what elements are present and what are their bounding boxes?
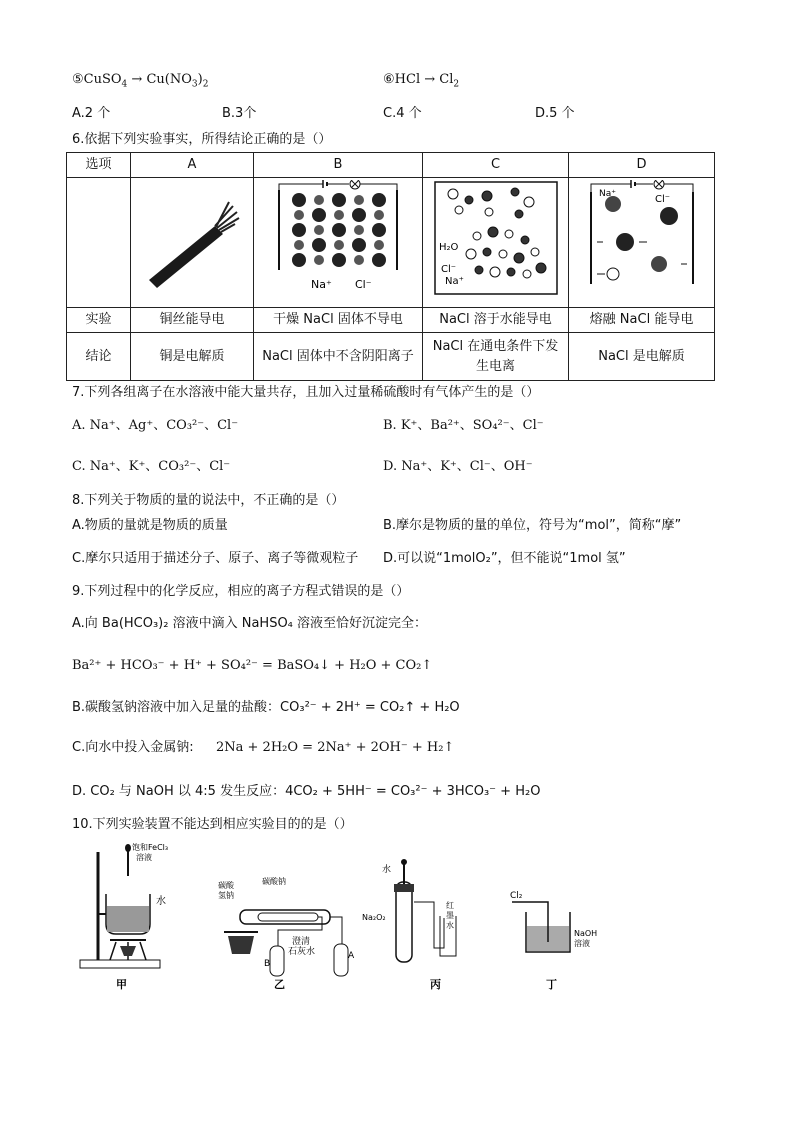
dry-nacl-figure xyxy=(263,180,413,298)
label-bing: 丙 xyxy=(430,978,441,991)
lattice-ion xyxy=(354,225,364,235)
solution-ion xyxy=(483,248,491,256)
figure-a-cell xyxy=(131,178,254,308)
lattice-ion xyxy=(292,253,306,267)
q9-stem: 9.下列过程中的化学反应，相应的离子方程式错误的是（） xyxy=(72,584,410,599)
svg-text:饱和FeCl₃: 饱和FeCl₃ xyxy=(132,843,169,852)
apparatus-jia xyxy=(70,842,190,992)
table-row-figures xyxy=(67,178,715,308)
svg-text:Cl⁻: Cl⁻ xyxy=(355,278,372,291)
q7-option-a: A. Na⁺、Ag⁺、CO₃²⁻、Cl⁻ xyxy=(72,418,239,433)
svg-text:Cl⁻: Cl⁻ xyxy=(440,264,456,275)
q9-option-a-text: A.向 Ba(HCO₃)₂ 溶液中滴入 NaHSO₄ 溶液至恰好沉淀完全： xyxy=(72,616,428,631)
svg-text:NaOH: NaOH xyxy=(574,929,598,938)
molten-nacl-figure xyxy=(577,180,707,298)
lattice-ion xyxy=(312,238,326,252)
svg-text:水: 水 xyxy=(446,921,454,930)
lattice-ion xyxy=(292,223,306,237)
svg-text:碳酸钠: 碳酸钠 xyxy=(262,877,286,886)
solution-ion xyxy=(485,208,493,216)
lattice-ion xyxy=(354,255,364,265)
svg-text:碳酸: 碳酸 xyxy=(218,881,234,890)
label-jia: 甲 xyxy=(116,978,127,991)
svg-text:Na⁺: Na⁺ xyxy=(311,278,332,291)
q8-option-c: C.摩尔只适用于描述分子、原子、离子等微观粒子 xyxy=(72,551,359,566)
q7-option-b: B. K⁺、Ba²⁺、SO₄²⁻、Cl⁻ xyxy=(383,418,544,433)
lattice-ion xyxy=(372,193,386,207)
item-5: ⑤CuSO$_4$ → $Cu(NO_3)_2$ xyxy=(72,72,209,90)
table-header-row xyxy=(67,153,715,178)
q9-option-b: B.碳酸氢钠溶液中加入足量的盐酸：CO₃²⁻ + 2H⁺ = CO₂↑ + H₂O xyxy=(72,700,460,715)
apparatus-ding xyxy=(508,890,608,992)
q8-option-d: D.可以说“1molO₂”，但不能说“1mol 氢” xyxy=(383,551,626,566)
lattice-ion xyxy=(372,223,386,237)
q9-option-a-equation: Ba²⁺ + HCO₃⁻ + H⁺ + SO₄²⁻ = BaSO₄↓ + H₂O + CO₂↑ xyxy=(72,658,433,673)
svg-text:H₂O: H₂O xyxy=(438,242,458,253)
solution-ion xyxy=(514,253,524,263)
svg-text:Na⁺: Na⁺ xyxy=(444,276,464,287)
svg-text:Cl₂: Cl₂ xyxy=(510,891,523,901)
lattice-ion xyxy=(374,240,384,250)
lattice-ion xyxy=(332,193,346,207)
svg-text:红: 红 xyxy=(446,901,454,910)
copper-wire-figure xyxy=(137,184,247,294)
lattice-ion xyxy=(314,225,324,235)
solution-ion xyxy=(521,236,529,244)
q8-option-b: B.摩尔是物质的量的单位，符号为“mol”，简称“摩” xyxy=(383,518,682,533)
svg-text:溶液: 溶液 xyxy=(574,939,590,948)
solution-ion xyxy=(515,210,523,218)
solution-ion xyxy=(465,196,473,204)
svg-text:澄清: 澄清 xyxy=(292,937,311,947)
lattice-ion xyxy=(374,210,384,220)
solution-ion xyxy=(531,248,539,256)
lattice-ion xyxy=(314,195,324,205)
q9-option-d: D. CO₂ 与 NaOH 以 4:5 发生反应：4CO₂ + 5HH⁻ = CO₃²⁻ + 3HCO₃⁻ + H₂O xyxy=(72,784,541,799)
label-yi: 乙 xyxy=(274,978,285,991)
solution-ion xyxy=(523,270,531,278)
solution-ion xyxy=(475,266,483,274)
lattice-ion xyxy=(354,195,364,205)
lattice-ion xyxy=(352,208,366,222)
svg-text:溶液: 溶液 xyxy=(136,853,152,862)
solution-ion xyxy=(524,197,534,207)
solution-ion xyxy=(455,206,463,214)
lattice-ion xyxy=(372,253,386,267)
apparatus-yi xyxy=(218,870,358,992)
q8-option-a: A.物质的量就是物质的质量 xyxy=(72,518,228,533)
header-b: B xyxy=(254,153,423,178)
svg-text:Na₂O₂: Na₂O₂ xyxy=(362,913,386,922)
option-d: D.5 个 xyxy=(535,106,575,121)
table-row-experiment: 实验 铜丝能导电 干燥 NaCl 固体不导电 NaCl 溶于水能导电 熔融 NaCl 能导电 xyxy=(67,308,715,333)
solution-ion xyxy=(488,227,498,237)
solution-ion xyxy=(536,263,546,273)
lattice-ion xyxy=(294,240,304,250)
solution-ion xyxy=(507,268,515,276)
svg-text:水: 水 xyxy=(382,865,392,875)
lattice-ion xyxy=(314,255,324,265)
svg-text:Na⁺: Na⁺ xyxy=(598,189,616,199)
lattice-ion xyxy=(332,253,346,267)
header-a: A xyxy=(131,153,254,178)
solution-ion xyxy=(466,249,476,259)
header-c: C xyxy=(423,153,569,178)
svg-text:水: 水 xyxy=(156,896,166,907)
figure-d-cell xyxy=(569,178,715,308)
solution-ion xyxy=(482,191,492,201)
table-row-conclusion: 结论 铜是电解质 NaCl 固体中不含阴阳离子 NaCl 在通电条件下发生电离 NaCl 是电解质 xyxy=(67,333,715,381)
q7-option-d: D. Na⁺、K⁺、Cl⁻、OH⁻ xyxy=(383,459,533,474)
nacl-solution-figure xyxy=(431,180,561,298)
apparatus-bing xyxy=(360,858,470,992)
lattice-ion xyxy=(292,193,306,207)
q7-option-c: C. Na⁺、K⁺、CO₃²⁻、Cl⁻ xyxy=(72,459,231,474)
header-d: D xyxy=(569,153,715,178)
q6-stem: 6.依据下列实验事实，所得结论正确的是（） xyxy=(72,132,332,147)
q6-table xyxy=(66,152,715,381)
ion-lattice xyxy=(292,193,386,267)
solution-ion xyxy=(511,188,519,196)
wire-insulation xyxy=(149,226,223,288)
option-a: A.2 个 xyxy=(72,106,111,121)
svg-text:墨: 墨 xyxy=(446,911,454,920)
wire-strands xyxy=(215,202,239,232)
figure-c-cell xyxy=(423,178,569,308)
lattice-ion xyxy=(334,210,344,220)
option-c: C.4 个 xyxy=(383,106,422,121)
lattice-ion xyxy=(352,238,366,252)
figure-b-cell xyxy=(254,178,423,308)
item-6: ⑥HCl → $Cl_2$ xyxy=(383,72,460,90)
solution-ion xyxy=(499,250,507,258)
lattice-ion xyxy=(332,223,346,237)
solution-ion xyxy=(448,189,458,199)
option-b: B.3个 xyxy=(222,106,257,121)
lattice-ion xyxy=(312,208,326,222)
svg-text:氢钠: 氢钠 xyxy=(218,891,234,900)
header-option: 选项 xyxy=(67,153,131,178)
q10-stem: 10.下列实验装置不能达到相应实验目的的是（） xyxy=(72,817,353,832)
solution-ion xyxy=(505,230,513,238)
label-ding: 丁 xyxy=(546,978,557,991)
svg-text:A: A xyxy=(348,951,355,961)
solution-ion xyxy=(490,267,500,277)
lattice-ion xyxy=(334,240,344,250)
q8-stem: 8.下列关于物质的量的说法中，不正确的是（） xyxy=(72,493,345,508)
svg-text:B: B xyxy=(264,959,271,969)
svg-text:石灰水: 石灰水 xyxy=(288,947,316,957)
q7-stem: 7.下列各组离子在水溶液中能大量共存，且加入过量稀硫酸时有气体产生的是（） xyxy=(72,385,540,400)
svg-text:Cl⁻: Cl⁻ xyxy=(654,194,670,205)
q9-option-c-text: C.向水中投入金属钠: xyxy=(72,740,194,755)
solution-ion xyxy=(473,232,481,240)
lattice-ion xyxy=(294,210,304,220)
q9-option-c-equation: 2Na + 2H₂O = 2Na⁺ + 2OH⁻ + H₂↑ xyxy=(216,740,455,755)
